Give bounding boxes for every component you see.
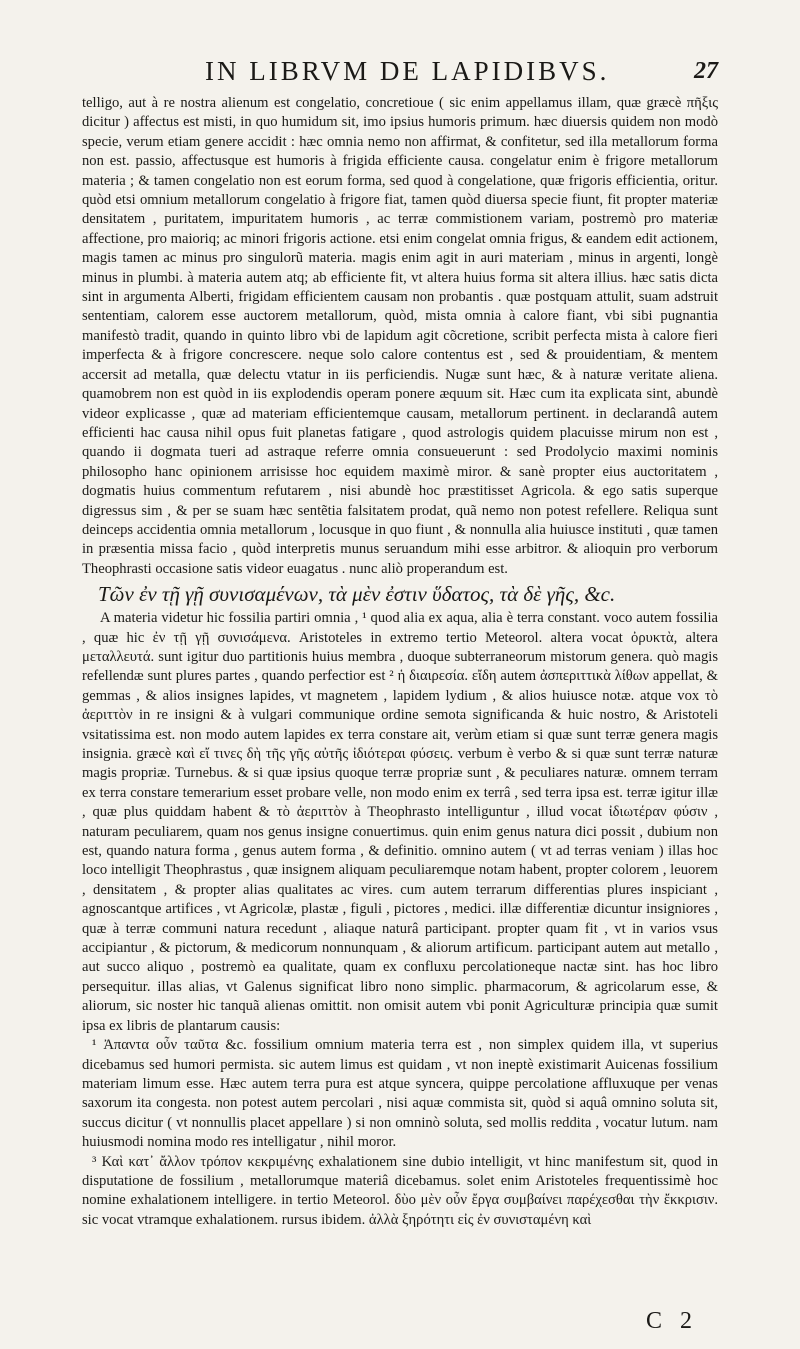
greek-lemma-heading: Τῶν ἐν τῇ γῇ συνισαμένων, τὰ μὲν ἐστιν ὕδατος, τὰ δὲ γῆς, &c. (98, 582, 616, 607)
note-3: ³ Καὶ κατ᾽ ἄλλον τρόπον κεκριμένης exhalationem sine dubio intelligit, vt hinc manifestum sit, quod in disputatione de fossilium , metallorumque materiâ dicebamus. solet enim Aristoteles frequentissimè hoc nomine exhalationem intelligere. in tertio Meteorol. δὺο μὲν οὖν ἔργα συμβαίνει παρέχεσθαι τὴν ἔκκρισιν. sic vocat vtramque exhalationem. rursus ibidem. ἀλλὰ ξηρότητι εἰς ἐν συνισταμένη καὶ (82, 1153, 718, 1228)
main-text (82, 94, 718, 1230)
paragraph-commentary: telligo, aut à re nostra alienum est congelatio, concretioue ( sic enim appellamus illam, quæ græcè πῆξις dicitur ) affectus est misti, in quo humidum sit, imo ipsius humoris primum. hæc diuersis quidem non modò specie, verum etiam genere accidit : hæc omnia nemo non affirmat, & confitetur, sed illa metallorum forma non est. passio, affectusque est humoris à frigida efficiente causa. congelatur enim è frigore metallorum materia ; & tamen congelatio non est eorum forma, sed quod à congelatione, quæ frigoris efficientia, oritur. quòd etsi omnium metallorum congelatio à frigore fiat, tamen quòd diuersa specie fiunt, fit propter materiæ densitatem , puritatem, impuritatem humoris , ac terræ commistionem variam, postremò pro materiæ affectione, pro maioriq; ac minori frigoris actione. etsi enim congelat omnia frigus, & eandem edit actionem, magis tamen ac minus pro singulorũ materia. magis enim agit in auri materiam , minus in argenti, longè minus in plumbi. à materia autem atq; ab efficiente fit, vt altera huius forma sit altera illius. hæc satis dicta sint in argumenta Alberti, frigidam efficientem causam non probantis . quæ postquam attulit, suam adstruit sententiam, calorem esse auctorem metallorum, quòd, mista omnia à calore fiant, vbi sibi pugnantia manifestò tradit, quando in quinto libro vbi de lapidum agit cõcretione, scribit perfecta mista à calore fieri imperfecta & à frigore concrescere. neque solo calore contentus est , sed & prouidentiam, & mentem accersit ad metalla, quæ delectu vtatur in iis perficiendis. Nugæ sunt hæc, & à naturæ veritate aliena. quamobrem non est quòd in iis explodendis operam ponere æquum sit. Hæc cum ita explicata sint, abundè videor explicasse , quæ ad materiam efficientemque causam, metallorum pertinent. in declarandâ autem efficienti hac causa nihil opus fuit planetas fatigare , quod astrologis quidem placuisse mirum non est , quando ii dogmata tueri ad astraque referre omnia consueuerunt : sed Prodolycio maximi nominis philosopho hanc opinionem arrisisse hoc equidem maximè miror. & sanè propter eius auctoritatem , dogmatis huius commentum refutarem , nisi abundè hoc præstitisset Agricola. & ego satis superque digressus sim , & per se suam hæc sentẽtia falsitatem prodat, quã nemo non potest refellere. Reliqua sunt deinceps accidentia omnia metallorum , locusque in quo fiunt , & nonnulla alia huiusce instituti , quæ tamen in præsentia missa facio , quòd interpretis munus seruandum mihi esse arbitror. & alioquin pro verborum Theophrasti occasione satis videor euagatus . nunc aliò properandum est. (82, 95, 718, 577)
page-number: 27 (694, 58, 718, 84)
running-head: IN LIBRVM DE LAPIDIBVS. (205, 56, 610, 86)
signature-mark: C 2 (645, 1308, 698, 1334)
note-1: ¹ Ἀπαντα οὖν ταῦτα &c. fossilium omnium materia terra est , non simplex quidem illa, vt superius dicebamus sed humori permista. sic autem limus est quidam , vt non ineptè existimarit Auicenas fossilium materiam limum esse. Hæc autem terra pura est atque syncera, quippe percolatione affluxuque per venas saxorum ita congesta. non potest autem percolari , nisi aquæ commista sit, quòd si aquâ omnino soluta sit, succus dicitur ( vt nonnullis placet appellare ) si non omninò soluta, sed mollis reddita , vocatur lutum. nam huiusmodi nomina modo res intelligatur , nihil moror. (82, 1037, 718, 1151)
paragraph-materia: A materia videtur hic fossilia partiri omnia , ¹ quod alia ex aqua, alia è terra constant. voco autem fossilia , quæ hic ἐν τῇ γῇ συνισάμενα. Aristoteles in extremo tertio Meteorol. altera vocat ὀρυκτὰ, altera μεταλλευτά. sunt igitur duo partitionis huius membra , duoque subterraneorum mistorum genera. quò magis refellendæ sunt plures partes , quando perfectior est ² ἡ διαιρεσία. εἴδη autem ἀσπεριττικὰ λίθων appellat, & gemmas , & alios insignes lapides, vt magnetem , lapidem lydium , & alios huiusce notæ. atque vox τὸ ἀεριττὸν in re insigni & à vulgari communique ordine semota significanda & huic nostro, & Aristoteli vsitatissima est. non modo autem lapides ex terra constare ait, verùm etiam si quæ sunt terræ genera magis insignia. græcè καὶ εἴ τινες δὴ τῆς γῆς αὐτῆς ἰδιότεραι φύσεις. verbum è verbo & si quæ sunt terræ naturæ magis propriæ. Turnebus. & si quæ ipsius quoque terræ propriæ sunt , & peculiares naturæ. omnem terram ex terra constare temerarium esset probare velle, non modo enim ex terrâ , sed terra ipsa est. terræ igitur illæ , quæ plus quiddam habent & τὸ ἀεριττὸν à Theophrasto intelliguntur , illud vocat ἰδιωτέραν φύσιν , naturam peculiarem, quam nos genus insigne conuertimus. quin enim genus natura dici possit , dubium non est, quando natura forma , genus autem forma , & definitio. omnino autem ( vt ad terras veniam ) illas hoc loco intelligit Theophrastus , quæ insignem aliquam peculiaremque notam habent, propter colorem , leuorem , densitatem , & propter alias qualitates ac vires. cum autem terrarum differentias plures inspiciant , agnoscantque artifices , vt Agricolæ, plastæ , figuli , pictores , medici. illæ differentiæ dicuntur insigniores , quæ à terræ communi natura recedunt , aliaque naturâ participant. propter quam fit , vt in varios vsus accipiantur , & pictorum, & medicorum nonnunquam , & aliorum artificum. participant autem aut metallo , aut succo aliquo , postremò ea qualitate, quam ex confluxu percolationeque nactæ sint. has hoc libro persequitur. illas alias, vt Galenus significat libro nono simplic. pharmacorum, & agricolarum esse, & aliorum, sic noster hic tanquã alienas omittit. non omisit autem vbi ponit Agriculturæ principia quæ sumit ipsa ex libris de plantarum causis: (82, 610, 718, 1034)
page-header (60, 56, 740, 96)
